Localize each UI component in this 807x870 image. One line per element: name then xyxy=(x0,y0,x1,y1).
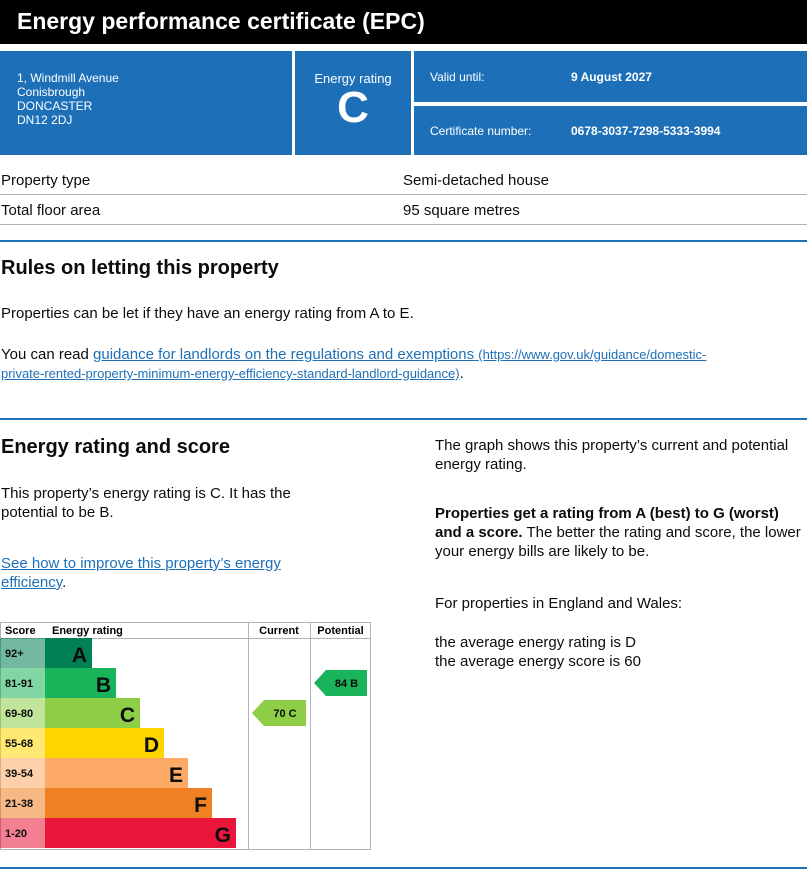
band-letter-c: C xyxy=(119,704,135,727)
floor-area-value: 95 square metres xyxy=(403,202,520,219)
energy-rating-chart xyxy=(0,622,374,852)
section-divider xyxy=(0,418,807,420)
band-letter-b: B xyxy=(95,674,111,697)
energy-heading: Energy rating and score xyxy=(1,436,230,458)
energy-rating-letter: C xyxy=(337,83,369,132)
letting-guidance-para xyxy=(1,345,791,383)
current-rating-arrow-label: 70 C xyxy=(273,708,297,720)
header-bar xyxy=(0,0,807,44)
band-letter-f: F xyxy=(194,794,207,817)
certificate-number-label: Certificate number: xyxy=(430,123,532,138)
improve-efficiency-link[interactable]: See how to improve this property’s energy efficiency xyxy=(1,555,281,591)
average-score: the average energy score is 60 xyxy=(435,653,641,670)
rating-explanation xyxy=(435,504,807,561)
energy-rating-box xyxy=(295,51,411,155)
england-wales-para: For properties in England and Wales: xyxy=(435,595,683,612)
certificate-number-value: 0678-3037-7298-5333-3994 xyxy=(571,123,721,138)
band-score-range: 92+ xyxy=(5,648,24,660)
address-block xyxy=(0,51,292,155)
landlord-guidance-link[interactable] xyxy=(1,346,706,382)
property-type-value: Semi-detached house xyxy=(403,172,549,189)
rating-explanation-rest: The better the rating and score, the lower your energy bills are likely to be. xyxy=(435,524,801,560)
section-divider xyxy=(0,867,807,869)
band-letter-d: D xyxy=(143,734,159,757)
rating-explanation-bold: Properties get a rating from A (best) to G (worst) and a score. xyxy=(435,505,779,541)
address-line-4: DN12 2DJ xyxy=(17,113,73,127)
energy-rating-header: Energy rating xyxy=(52,625,123,637)
band-letter-a: A xyxy=(71,644,87,667)
average-rating: the average energy rating is D xyxy=(435,634,636,651)
band-score-range: 21-38 xyxy=(5,798,34,810)
guidance-period: . xyxy=(459,365,464,382)
guidance-url-part2: private-rented-property-minimum-energy-efficiency-standard-landlord-guidance) xyxy=(1,366,460,381)
guidance-link-text: guidance for landlords on the regulations and exemptions xyxy=(93,346,475,363)
valid-until-cell xyxy=(414,51,807,102)
address-line-3: DONCASTER xyxy=(17,99,93,113)
energy-rating-label: Energy rating xyxy=(314,71,392,86)
letting-heading: Rules on letting this property xyxy=(1,257,279,279)
current-header: Current xyxy=(259,625,299,637)
certificate-number-cell xyxy=(414,106,807,155)
band-letter-e: E xyxy=(168,764,183,787)
band-bar-e xyxy=(45,758,188,788)
guidance-url-part1: (https://www.gov.uk/guidance/domestic- xyxy=(478,347,707,362)
property-type-label: Property type xyxy=(1,172,91,189)
improve-para xyxy=(1,554,311,592)
graph-explanation: The graph shows this property’s current and potential energy rating. xyxy=(435,437,789,473)
band-score-range: 81-91 xyxy=(5,678,34,690)
floor-area-label: Total floor area xyxy=(1,202,101,219)
letting-para: Properties can be let if they have an energy rating from A to E. xyxy=(1,305,414,322)
improve-period: . xyxy=(62,574,67,591)
floor-area-row xyxy=(0,195,807,225)
band-score-range: 39-54 xyxy=(5,768,34,780)
address-line-2: Conisbrough xyxy=(17,85,86,99)
guidance-prefix: You can read xyxy=(1,346,94,363)
potential-header: Potential xyxy=(317,625,364,637)
page-title: Energy performance certificate (EPC) xyxy=(17,8,425,34)
band-bar-g xyxy=(45,818,236,848)
band-letter-g: G xyxy=(214,824,231,847)
band-score-range: 69-80 xyxy=(5,708,34,720)
valid-until-value: 9 August 2027 xyxy=(571,69,652,84)
section-divider xyxy=(0,240,807,242)
address-line-1: 1, Windmill Avenue xyxy=(17,71,119,85)
score-header: Score xyxy=(5,625,36,637)
potential-rating-arrow-label: 84 B xyxy=(334,678,359,690)
energy-rating-para: This property’s energy rating is C. It has the potential to be B. xyxy=(1,485,291,521)
property-type-row xyxy=(0,165,807,195)
band-score-range: 1-20 xyxy=(5,828,28,840)
valid-until-label: Valid until: xyxy=(430,69,485,84)
band-score-range: 55-68 xyxy=(5,738,34,750)
band-bar-f xyxy=(45,788,212,818)
